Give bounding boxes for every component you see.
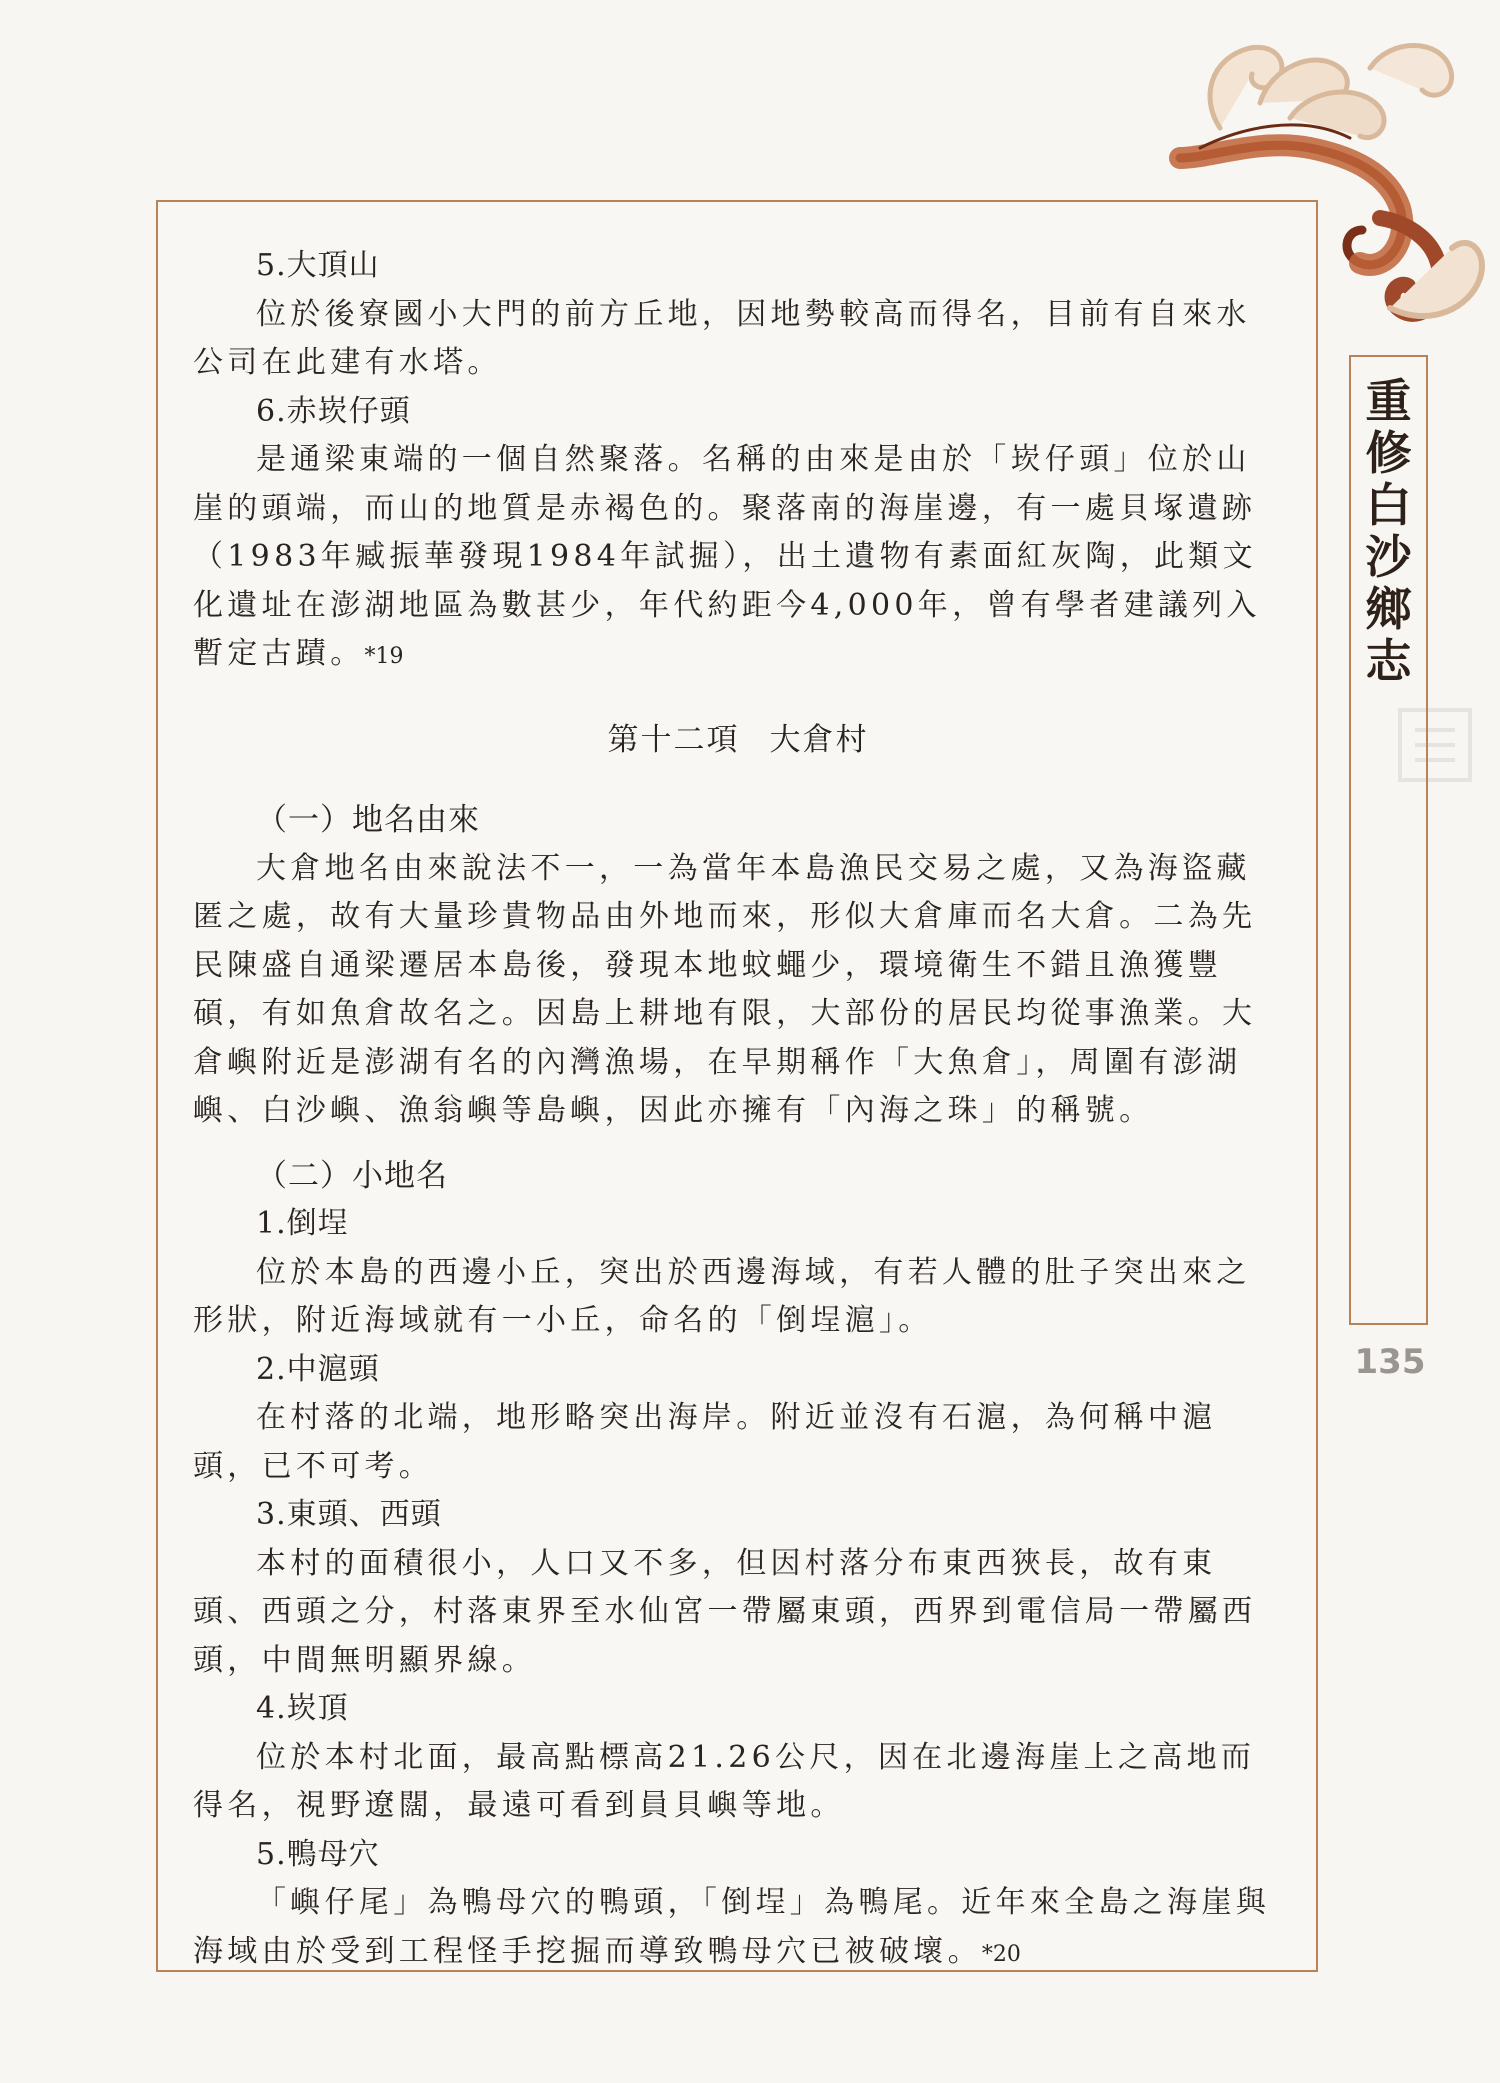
- book-title-char: 白: [1365, 478, 1412, 532]
- subsection-paragraph: 大倉地名由來說法不一，一為當年本島漁民交易之處，又為海盜藏匿之處，故有大量珍貴物品由外地而來，形似大倉庫而名大倉。二為先民陳盛自通梁遷居本島後，發現本地蚊蠅少，環境衛生不錯且漁獲豐碩，有如魚倉故名之。因島上耕地有限，大部份的居民均從事漁業。大倉嶼附近是澎湖有名的內灣漁場，在早期稱作「大魚倉」，周圍有澎湖嶼、白沙嶼、漁翁嶼等島嶼，因此亦擁有「內海之珠」的稱號。: [193, 850, 1257, 1128]
- item-paragraph: 在村落的北端，地形略突出海岸。附近並沒有石滬，為何稱中滬頭，已不可考。: [193, 1400, 1217, 1484]
- item-paragraph: [193, 436, 1283, 682]
- book-title-char: 鄉: [1365, 582, 1412, 636]
- page-number: 135: [1354, 1342, 1426, 1382]
- book-title-char: 志: [1365, 634, 1412, 688]
- item-heading: 6.赤崁仔頭: [256, 393, 411, 429]
- book-title-char: 修: [1365, 426, 1412, 480]
- book-title-char: 重: [1365, 374, 1412, 428]
- item-heading: 3.東頭、西頭: [256, 1497, 442, 1532]
- book-title-vertical: [1349, 375, 1428, 687]
- page-body: [193, 242, 1283, 1979]
- section-number: 第十二項: [607, 721, 740, 758]
- item-paragraph: 位於後寮國小大門的前方丘地，因地勢較高而得名，目前有自來水公司在此建有水塔。: [193, 296, 1251, 380]
- item-heading: 5.大頂山: [256, 248, 380, 283]
- section-title: [193, 716, 1283, 765]
- section-name: 大倉村: [769, 721, 869, 758]
- item-heading: 2.中滬頭: [256, 1351, 380, 1387]
- item-heading: 4.崁頂: [256, 1691, 349, 1726]
- item-paragraph: 位於本村北面，最高點標高21.26公尺，因在北邊海崖上之高地而得名，視野遼闊，最遠可看到員貝嶼等地。: [193, 1739, 1256, 1823]
- item-paragraph: [193, 1879, 1283, 1979]
- item-heading: 5.鴨母穴: [256, 1836, 380, 1872]
- item-paragraph: 本村的面積很小，人口又不多，但因村落分布東西狹長，故有東頭、西頭之分，村落東界至水仙宮一帶屬東頭，西界到電信局一帶屬西頭，中間無明顯界線。: [193, 1545, 1257, 1678]
- item-heading: 1.倒埕: [256, 1206, 349, 1241]
- footnote-ref: *19: [364, 644, 404, 669]
- subsection-heading: （二）小地名: [256, 1157, 448, 1194]
- footnote-ref: *20: [981, 1941, 1021, 1967]
- subsection-heading: （一）地名由來: [256, 802, 480, 838]
- book-title-char: 沙: [1365, 530, 1412, 584]
- item-paragraph-text: 「嶼仔尾」為鴨母穴的鴨頭，「倒埕」為鴨尾。近年來全島之海崖與海域由於受到工程怪手挖掘而導致鴨母穴已被破壞。: [193, 1885, 1270, 1969]
- item-paragraph: 位於本島的西邊小丘，突出於西邊海域，有若人體的肚子突出來之形狀，附近海域就有一小丘，命名的「倒埕滬」。: [193, 1254, 1251, 1338]
- item-paragraph-text: 是通梁東端的一個自然聚落。名稱的由來是由於「崁仔頭」位於山崖的頭端，而山的地質是赤褐色的。聚落南的海崖邊，有一處貝塚遺跡（1983年臧振華發現1984年試掘），出土遺物有素面紅灰陶，此類文化遺址在澎湖地區為數甚少，年代約距今4,000年，曾有學者建議列入暫定古蹟。: [193, 442, 1261, 671]
